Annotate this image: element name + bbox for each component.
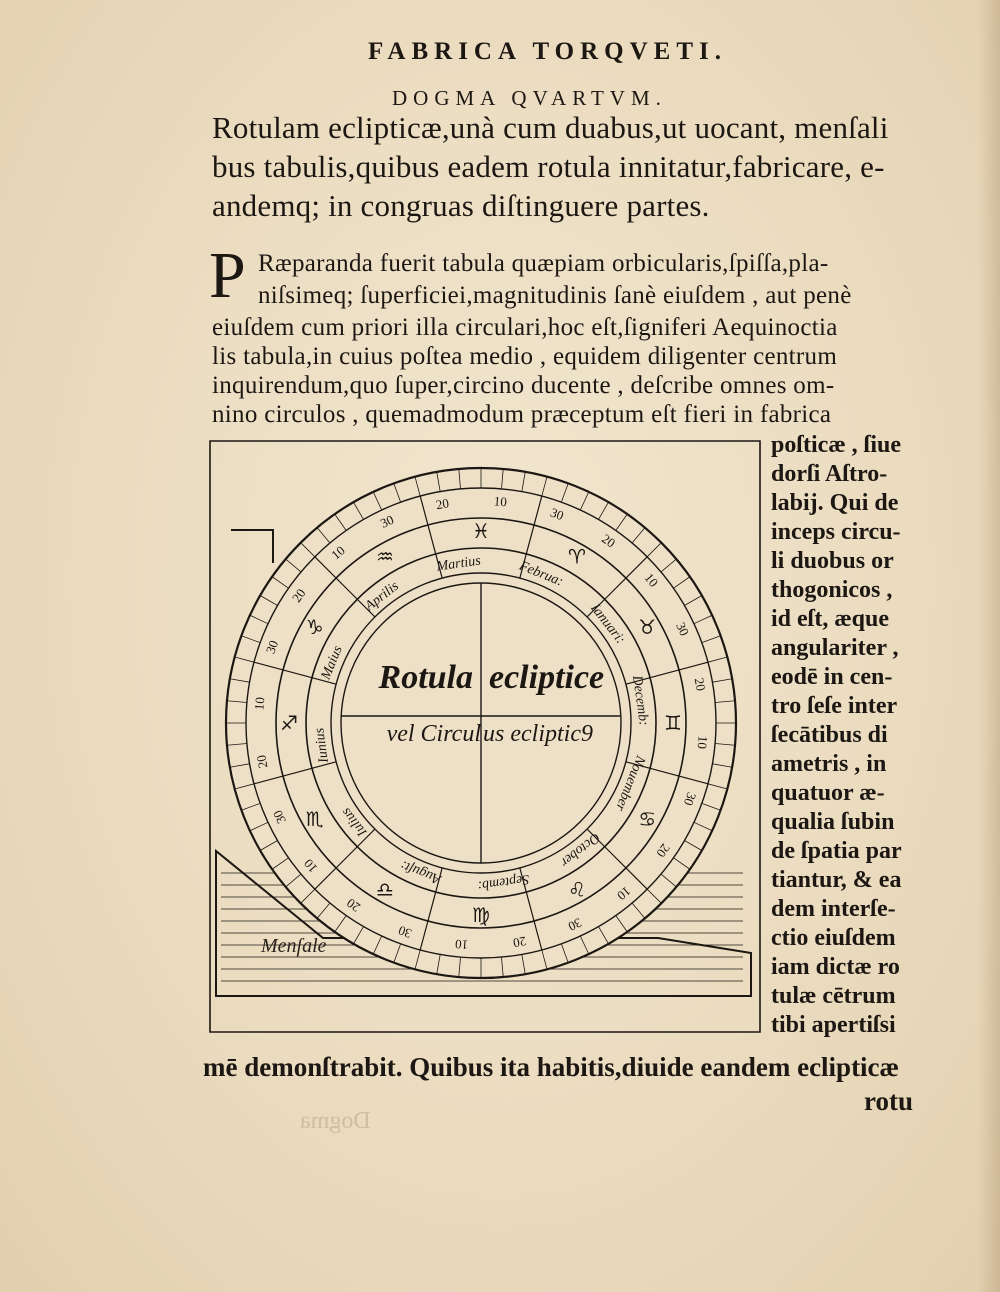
side-line: tiantur, & ea <box>771 867 902 893</box>
side-line: tulæ cētrum <box>771 983 896 1009</box>
page-edge-shadow <box>978 0 1000 1292</box>
degree-label: 30 <box>377 511 397 531</box>
side-line: labij. Qui de <box>771 490 899 516</box>
month-label: October <box>557 829 603 870</box>
body-line-6: nino circulos , quemadmodum præceptum eſt fieri in fabrica <box>212 401 832 428</box>
degree-label: 30 <box>673 619 693 639</box>
zodiac-sign: ♉ <box>638 615 657 639</box>
month-label: Iulius <box>338 804 371 839</box>
side-line: tibi apertiſsi <box>771 1012 896 1038</box>
center-title-right: ecliptice <box>489 659 605 696</box>
zodiac-sign: ♏ <box>305 807 324 831</box>
month-label: Februa: <box>517 558 566 590</box>
zodiac-sign: ♋ <box>638 807 657 831</box>
degree-label: 10 <box>300 856 321 876</box>
side-line: dorſi Aſtro- <box>771 461 888 487</box>
degree-label: 20 <box>653 840 674 861</box>
bottom-line-1: mē demonſtrabit. Quibus ita habitis,diuide eandem eclipticæ <box>203 1052 900 1082</box>
degree-label: 20 <box>434 495 451 513</box>
heading-line-1: Rotulam eclipticæ,unà cum duabus,ut uocant, menſali <box>212 110 889 145</box>
side-line: de ſpatia par <box>771 838 902 864</box>
side-line: quatuor æ- <box>771 780 885 806</box>
degree-label: 30 <box>262 638 282 656</box>
bleed-through-text: Dogma <box>300 1108 371 1134</box>
body-line-3: eiuſdem cum priori illa circulari,hoc eſt,ſigniferi Aequinoctia <box>212 314 838 341</box>
side-line: eodē in cen- <box>771 664 893 690</box>
month-label: Ianuari: <box>587 601 628 648</box>
month-label: Martius <box>435 553 482 575</box>
month-label: Septemb: <box>476 870 531 893</box>
zodiac-sign: ♑ <box>305 615 324 639</box>
mensale-label: Menſale <box>261 935 327 957</box>
degree-label: 30 <box>680 790 700 808</box>
zodiac-sign: ♌ <box>568 877 586 902</box>
center-title-left: Rotula <box>378 659 473 696</box>
degree-label: 10 <box>251 696 268 711</box>
side-line: iam dictæ ro <box>771 954 900 980</box>
degree-label: 10 <box>614 883 634 904</box>
side-line: id eſt, æque <box>771 606 890 632</box>
degree-label: 20 <box>288 585 309 606</box>
degree-label: 10 <box>694 735 711 750</box>
degree-label: 20 <box>343 895 364 916</box>
degree-label: 10 <box>328 542 348 563</box>
month-label: Aprilis <box>362 578 402 615</box>
degree-label: 30 <box>396 922 414 942</box>
zodiac-sign: ♓ <box>472 519 490 543</box>
side-line: inceps circu- <box>771 519 901 545</box>
side-line: ametris , in <box>771 751 887 777</box>
side-line: ctio eiuſdem <box>771 925 896 951</box>
month-label: Decemb: <box>628 674 651 727</box>
side-line: poſticæ , ſiue <box>771 432 901 458</box>
degree-label: 30 <box>565 915 585 935</box>
side-line: li duobus or <box>771 548 894 574</box>
zodiac-sign: ♐ <box>280 711 298 735</box>
running-title: FABRICA TORQVETI. <box>368 38 728 65</box>
side-line: ſecātibus di <box>771 722 888 748</box>
mensale-upright <box>231 530 273 563</box>
bottom-line-2: rotu <box>864 1086 914 1116</box>
degree-label: 10 <box>454 936 469 953</box>
month-label: Iunius <box>312 726 332 764</box>
center-sub-right: us ecliptic9 <box>483 721 593 747</box>
month-label: Auguſt: <box>398 856 444 887</box>
degree-label: 30 <box>269 807 289 827</box>
degree-label: 10 <box>493 493 508 510</box>
degree-label: 20 <box>511 933 528 951</box>
section-heading: DOGMA QVARTVM. <box>392 86 667 110</box>
side-line: thogonicos , <box>771 577 893 603</box>
side-line: qualia ſubin <box>771 809 895 835</box>
degree-label: 20 <box>253 753 271 770</box>
side-line: angulariter , <box>771 635 899 661</box>
body-line-5: inquirendum,quo ſuper,circino ducente , deſcribe omnes om- <box>212 372 835 399</box>
body-line-2: niſsimeq; ſuperficiei,magnitudinis ſanè eiuſdem , aut penè <box>258 282 852 309</box>
heading-line-2: bus tabulis,quibus eadem rotula innitatur,fabricare, e- <box>212 149 885 184</box>
degree-label: 10 <box>641 570 662 590</box>
zodiac-sign: ♍ <box>472 903 490 927</box>
degree-label: 20 <box>691 676 709 693</box>
degree-label: 20 <box>598 530 619 551</box>
ecliptic-rotula-figure <box>203 433 763 1038</box>
month-label: Nouember <box>611 753 648 813</box>
zodiac-sign: ♒ <box>376 544 394 569</box>
center-sub-left: vel Circul <box>386 721 481 747</box>
body-line-1: Ræparanda fuerit tabula quæpiam orbicularis,ſpiſſa,pla- <box>258 250 829 277</box>
side-line: dem interſe- <box>771 896 896 922</box>
zodiac-sign: ♈ <box>568 544 586 569</box>
zodiac-sign: ♎ <box>376 877 394 902</box>
heading-line-3: andemq; in congruas diſtinguere partes. <box>212 188 710 223</box>
degree-label: 30 <box>548 504 566 524</box>
month-label: Maius <box>318 643 346 682</box>
zodiac-sign: ♊ <box>664 711 682 735</box>
drop-cap: P <box>209 239 246 312</box>
body-line-4: lis tabula,in cuius poſtea medio , equidem diligenter centrum <box>212 343 838 370</box>
side-line: tro ſeſe inter <box>771 693 898 719</box>
